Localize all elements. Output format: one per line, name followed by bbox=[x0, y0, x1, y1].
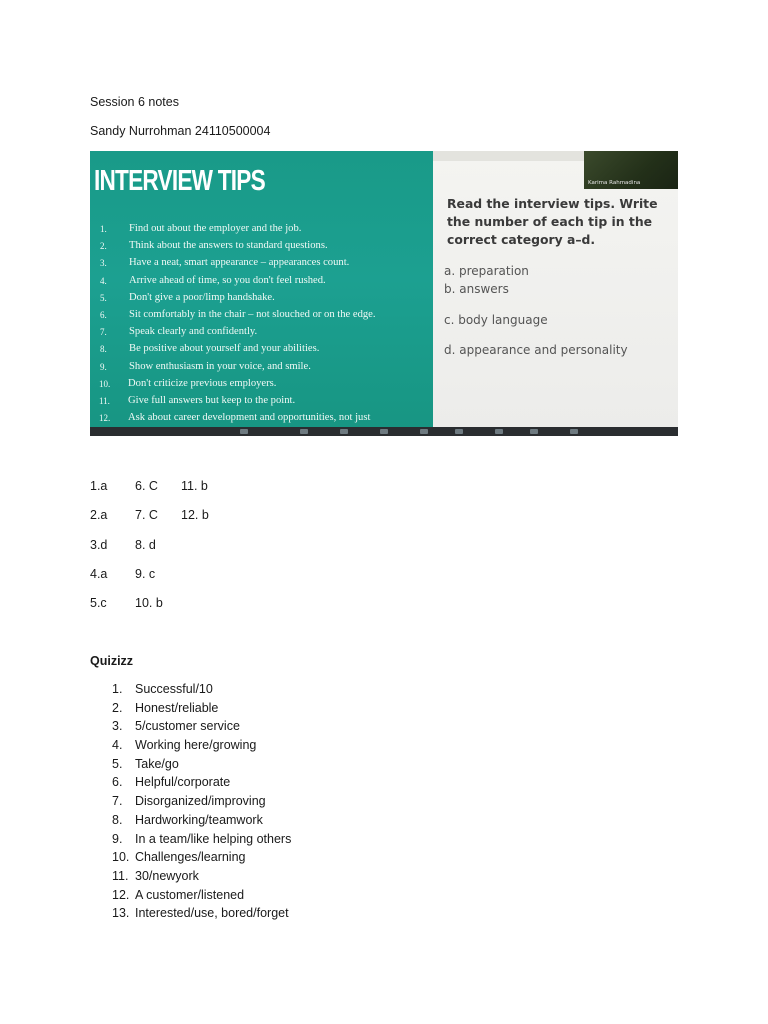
quizizz-item bbox=[112, 682, 291, 701]
quizizz-item-text: Working here/growing bbox=[135, 738, 257, 753]
quizizz-item bbox=[112, 869, 291, 888]
quizizz-item-text: Challenges/learning bbox=[135, 850, 246, 865]
quizizz-item-text: Interested/use, bored/forget bbox=[135, 906, 289, 921]
quizizz-item-number: 4. bbox=[112, 738, 123, 753]
quizizz-item-number: 5. bbox=[112, 756, 123, 771]
quizizz-list bbox=[112, 682, 291, 925]
taskbar-app-icon bbox=[340, 429, 348, 434]
participant-name: Karima Rahmadina bbox=[588, 180, 641, 186]
quizizz-item-text: Honest/reliable bbox=[135, 700, 219, 715]
quizizz-item-number: 6. bbox=[112, 775, 123, 790]
tip-text: Speak clearly and confidently. bbox=[129, 326, 258, 338]
quizizz-item-text: Helpful/corporate bbox=[135, 775, 231, 790]
quizizz-item-number: 1. bbox=[112, 682, 123, 696]
answer-item: 5.c bbox=[90, 596, 107, 610]
answer-item: 3.d bbox=[90, 538, 108, 552]
tip-item bbox=[100, 257, 376, 274]
tip-item bbox=[100, 223, 376, 240]
quizizz-item bbox=[112, 813, 291, 832]
slide-heading: INTERVIEW TIPS bbox=[94, 165, 265, 197]
tip-text: Find out about the employer and the job. bbox=[129, 223, 302, 234]
quizizz-item-text: Hardworking/teamwork bbox=[135, 812, 263, 827]
answer-item: 7. C bbox=[135, 508, 158, 522]
quizizz-item bbox=[112, 794, 291, 813]
tip-number: 8. bbox=[100, 344, 107, 355]
quizizz-item-number: 7. bbox=[112, 794, 123, 809]
slide-task-panel bbox=[433, 151, 678, 436]
answer-item: 1.a bbox=[90, 479, 108, 493]
tip-text: Have a neat, smart appearance – appearances count. bbox=[129, 257, 350, 269]
answer-item: 6. C bbox=[135, 479, 158, 493]
category-b: b. answers bbox=[444, 282, 509, 296]
tip-text: Ask about career development and opportunities, not just bbox=[128, 412, 371, 424]
category-a: a. preparation bbox=[444, 264, 529, 278]
quizizz-item-number: 11. bbox=[112, 868, 129, 883]
answer-item: 9. c bbox=[135, 567, 156, 581]
quizizz-item bbox=[112, 701, 291, 720]
quizizz-item-text: 5/customer service bbox=[135, 719, 240, 734]
quizizz-item-text: A customer/listened bbox=[135, 887, 245, 902]
answer-item: 11. b bbox=[181, 479, 208, 493]
taskbar-app-icon bbox=[240, 429, 248, 434]
tip-item bbox=[100, 292, 376, 309]
tip-item bbox=[100, 240, 376, 257]
participant-video-tile bbox=[584, 151, 678, 189]
tip-number: 6. bbox=[100, 309, 107, 320]
taskbar-app-icon bbox=[455, 429, 463, 434]
quizizz-item bbox=[112, 850, 291, 869]
category-c: c. body language bbox=[444, 313, 548, 327]
quizizz-item-text: Disorganized/improving bbox=[135, 794, 266, 809]
answer-item: 2.a bbox=[90, 508, 108, 522]
tip-number: 7. bbox=[100, 327, 107, 338]
document-title: Session 6 notes bbox=[90, 95, 179, 109]
quizizz-item bbox=[112, 775, 291, 794]
tip-text: Show enthusiasm in your voice, and smile. bbox=[129, 360, 311, 372]
tip-text: Don't give a poor/limp handshake. bbox=[129, 291, 275, 303]
answer-item: 12. b bbox=[181, 508, 209, 522]
tip-text: Arrive ahead of time, so you don't feel rushed. bbox=[129, 274, 326, 286]
quizizz-heading: Quizizz bbox=[90, 654, 134, 668]
quizizz-item-number: 8. bbox=[112, 812, 123, 827]
tip-item bbox=[100, 326, 376, 343]
category-d: d. appearance and personality bbox=[444, 343, 628, 357]
quizizz-item-number: 2. bbox=[112, 700, 123, 715]
quizizz-item-number: 3. bbox=[112, 719, 123, 734]
quizizz-item-text: Successful/10 bbox=[135, 682, 213, 696]
taskbar-app-icon bbox=[495, 429, 503, 434]
quizizz-item-text: In a team/like helping others bbox=[135, 831, 292, 846]
quizizz-item bbox=[112, 888, 291, 907]
taskbar-app-icon bbox=[300, 429, 308, 434]
quizizz-item bbox=[112, 906, 291, 925]
author-line: Sandy Nurrohman 24110500004 bbox=[90, 124, 271, 138]
quizizz-item-text: Take/go bbox=[135, 756, 179, 771]
tip-text: Don't criticize previous employers. bbox=[128, 377, 277, 389]
tip-number: 9. bbox=[100, 361, 107, 372]
tip-number: 2. bbox=[100, 241, 107, 252]
taskbar-app-icon bbox=[420, 429, 428, 434]
tip-item bbox=[100, 395, 376, 412]
quizizz-item-number: 13. bbox=[112, 906, 130, 921]
tip-number: 1. bbox=[100, 224, 107, 234]
quizizz-item bbox=[112, 757, 291, 776]
taskbar bbox=[90, 427, 678, 436]
quizizz-item bbox=[112, 719, 291, 738]
tip-item bbox=[100, 343, 376, 360]
answer-item: 10. b bbox=[135, 596, 163, 610]
tip-text: Give full answers but keep to the point. bbox=[128, 394, 296, 406]
tip-text: Think about the answers to standard questions. bbox=[129, 240, 328, 252]
quizizz-item-number: 9. bbox=[112, 831, 123, 846]
tip-number: 3. bbox=[100, 258, 107, 269]
answer-item: 8. d bbox=[135, 538, 156, 552]
quizizz-item-number: 12. bbox=[112, 887, 130, 902]
tip-item bbox=[100, 309, 376, 326]
tip-text: Sit comfortably in the chair – not slouched or on the edge. bbox=[129, 308, 376, 320]
task-instruction: Read the interview tips. Write the number of each tip in the correct category a–d. bbox=[447, 196, 658, 247]
tip-number: 5. bbox=[100, 292, 107, 303]
tip-number: 12. bbox=[99, 413, 111, 424]
taskbar-app-icon bbox=[530, 429, 538, 434]
tip-number: 10. bbox=[99, 378, 111, 389]
tip-number: 4. bbox=[100, 275, 107, 286]
quizizz-item bbox=[112, 832, 291, 851]
quizizz-item-text: 30/newyork bbox=[135, 868, 199, 883]
tip-number: 11. bbox=[99, 395, 110, 406]
interview-tips-photo bbox=[90, 151, 678, 436]
taskbar-app-icon bbox=[570, 429, 578, 434]
tip-text: Be positive about yourself and your abilities. bbox=[129, 343, 320, 355]
tip-item bbox=[100, 378, 376, 395]
tip-item bbox=[100, 361, 376, 378]
quizizz-item-number: 10. bbox=[112, 850, 130, 865]
slide-tips-panel bbox=[90, 151, 433, 436]
tip-item bbox=[100, 275, 376, 292]
taskbar-app-icon bbox=[380, 429, 388, 434]
answer-item: 4.a bbox=[90, 567, 108, 581]
tips-list bbox=[100, 223, 376, 429]
quizizz-item bbox=[112, 738, 291, 757]
